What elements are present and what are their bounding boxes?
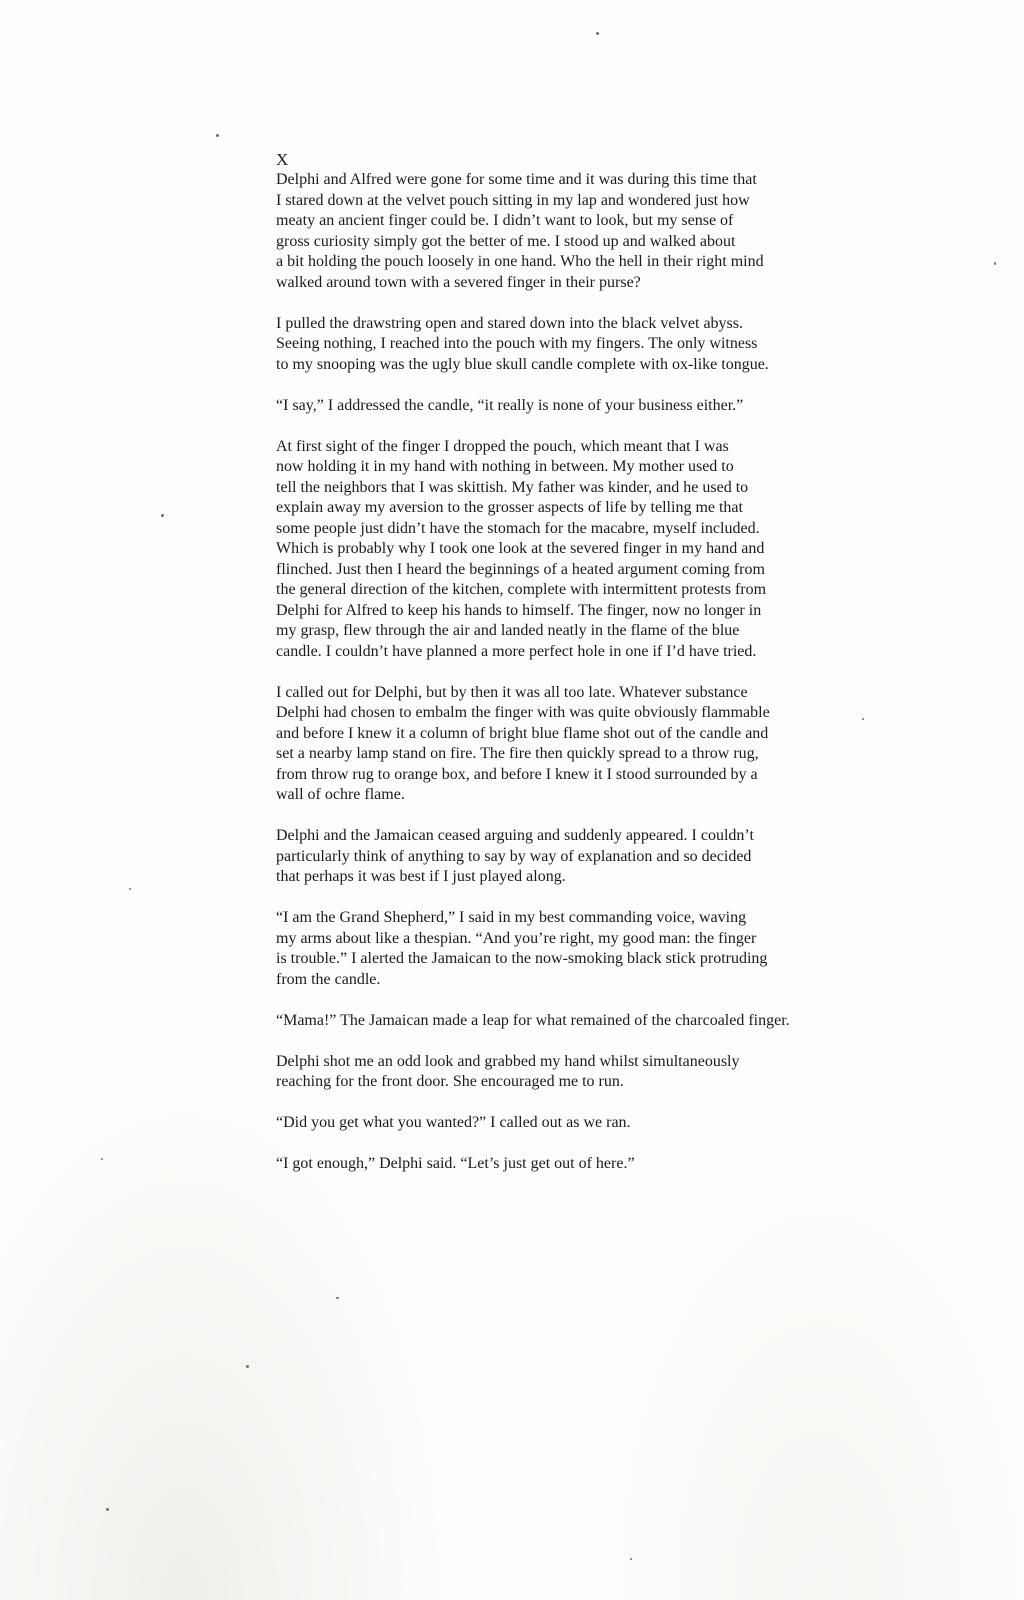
text-line: my grasp, flew through the air and landed neatly in the flame of the blue — [276, 622, 740, 639]
paragraph — [276, 437, 821, 663]
story-text — [276, 170, 821, 1195]
paragraph — [276, 826, 821, 888]
text-line: particularly think of anything to say by way of explanation and so decided — [276, 847, 752, 865]
text-line: gross curiosity simply got the better of me. I stood up and walked about — [276, 232, 736, 250]
scan-speck — [129, 888, 131, 890]
text-line: from throw rug to orange box, and before I knew it I stood surrounded by a — [276, 765, 758, 783]
paragraph — [276, 1154, 821, 1175]
text-line: explain away my aversion to the grosser aspects of life by telling me that — [276, 499, 743, 516]
paragraph — [276, 908, 821, 990]
text-line: from the candle. — [276, 970, 381, 988]
chapter-heading: X — [276, 150, 290, 169]
scan-speck — [862, 718, 864, 720]
paragraph — [276, 1052, 821, 1093]
paragraph — [276, 683, 821, 806]
scan-speck — [596, 32, 599, 35]
text-line: now holding it in my hand with nothing in between. My mother used to — [276, 458, 734, 475]
scan-speck — [336, 1297, 339, 1299]
text-line: “I say,” I addressed the candle, “it really is none of your business either.” — [276, 396, 744, 414]
text-line: “I got enough,” Delphi said. “Let’s just get out of here.” — [276, 1155, 635, 1172]
text-line: At first sight of the finger I dropped the pouch, which meant that I was — [276, 437, 729, 455]
text-line: “I am the Grand Shepherd,” I said in my best commanding voice, waving — [276, 909, 747, 926]
paragraph — [276, 396, 821, 417]
text-line: flinched. Just then I heard the beginnings of a heated argument coming from — [276, 560, 765, 578]
scan-speck — [101, 1158, 103, 1160]
text-line: “Mama!” The Jamaican made a leap for what remained of the charcoaled finger. — [276, 1011, 790, 1029]
scan-speck — [630, 1558, 632, 1560]
scan-speck — [161, 514, 164, 517]
text-line: I stared down at the velvet pouch sitting in my lap and wondered just how — [276, 191, 750, 209]
text-line: Delphi and Alfred were gone for some time and it was during this time that — [276, 171, 757, 188]
text-line: that perhaps it was best if I just played along. — [276, 868, 566, 885]
text-line: walked around town with a severed finger in their purse? — [276, 273, 641, 291]
text-line: tell the neighbors that I was skittish. My father was kinder, and he used to — [276, 478, 749, 496]
scan-speck — [994, 262, 996, 265]
scan-speck — [216, 134, 219, 137]
text-line: candle. I couldn’t have planned a more perfect hole in one if I’d have tried. — [276, 642, 757, 660]
text-line: to my snooping was the ugly blue skull candle complete with ox-like tongue. — [276, 355, 769, 373]
text-line: “Did you get what you wanted?” I called out as we ran. — [276, 1114, 631, 1131]
text-line: a bit holding the pouch loosely in one hand. Who the hell in their right mind — [276, 253, 764, 270]
text-line: and before I knew it a column of bright blue flame shot out of the candle and — [276, 724, 769, 742]
text-line: the general direction of the kitchen, complete with intermittent protests from — [276, 581, 767, 598]
text-line: reaching for the front door. She encouraged me to run. — [276, 1073, 624, 1090]
text-line: meaty an ancient finger could be. I didn’t want to look, but my sense of — [276, 212, 734, 229]
scan-speck — [106, 1508, 109, 1511]
text-line: Delphi had chosen to embalm the finger with was quite obviously flammable — [276, 704, 770, 721]
text-line: some people just didn’t have the stomach for the macabre, myself included. — [276, 519, 760, 537]
text-line: is trouble.” I alerted the Jamaican to the now-smoking black stick protruding — [276, 950, 768, 967]
scan-speck — [246, 1365, 249, 1368]
text-line: Seeing nothing, I reached into the pouch with my fingers. The only witness — [276, 335, 758, 352]
text-line: set a nearby lamp stand on fire. The fire then quickly spread to a throw rug, — [276, 745, 759, 762]
text-line: my arms about like a thespian. “And you’re right, my good man: the finger — [276, 929, 757, 947]
paragraph — [276, 1011, 821, 1032]
text-line: Delphi shot me an odd look and grabbed my hand whilst simultaneously — [276, 1052, 740, 1070]
paragraph — [276, 170, 821, 293]
text-line: Delphi and the Jamaican ceased arguing and suddenly appeared. I couldn’t — [276, 827, 754, 844]
paragraph — [276, 1113, 821, 1134]
text-line: Which is probably why I took one look at the severed finger in my hand and — [276, 540, 765, 557]
text-line: I called out for Delphi, but by then it was all too late. Whatever substance — [276, 683, 748, 701]
text-line: I pulled the drawstring open and stared down into the black velvet abyss. — [276, 314, 743, 332]
text-line: Delphi for Alfred to keep his hands to himself. The finger, now no longer in — [276, 601, 762, 619]
text-line: wall of ochre flame. — [276, 786, 405, 803]
paragraph — [276, 314, 821, 376]
